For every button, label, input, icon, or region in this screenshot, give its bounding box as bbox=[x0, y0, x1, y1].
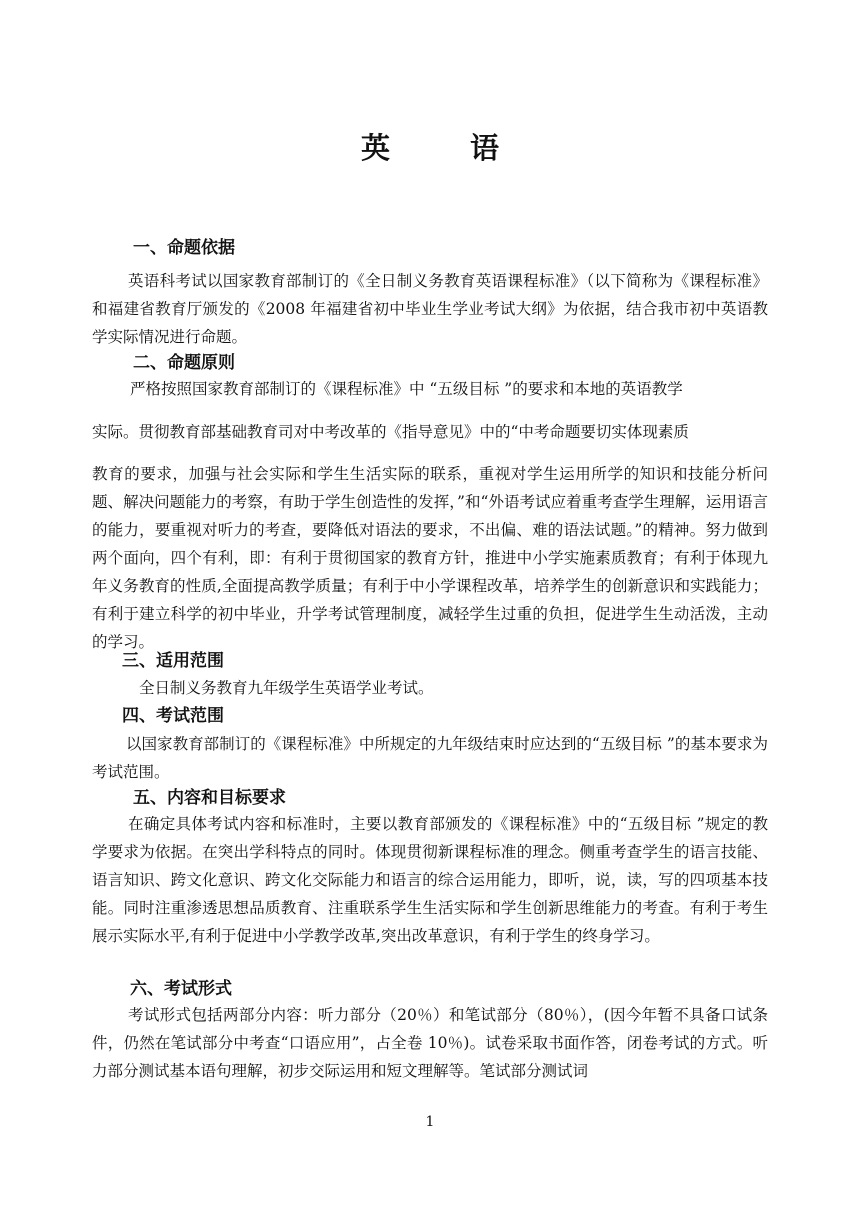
document-title bbox=[0, 126, 860, 167]
section-1-heading: 一、命题依据 bbox=[133, 238, 235, 258]
section-3-body: 全日制义务教育九年级学生英语学业考试。 bbox=[139, 679, 434, 697]
section-1-body: 英语科考试以国家教育部制订的《全日制义务教育英语课程标准》（以下简称为《课程标准》和福建省教育厅颁发的《2008 年福建省初中毕业生学业考试大纲》为依据，结合我市初中英语教学实际情况进行命题。 bbox=[92, 272, 768, 346]
page-number: 1 bbox=[425, 1114, 435, 1130]
section-2-line-2: 实际。贯彻教育部基础教育司对中考改革的《指导意见》中的“中考命题要切实体现素质 bbox=[92, 423, 689, 441]
section-5-heading: 五、内容和目标要求 bbox=[133, 788, 286, 808]
section-6-heading: 六、考试形式 bbox=[130, 979, 232, 999]
section-2-line-1: 严格按照国家教育部制订的《课程标准》中 “五级目标 ”的要求和本地的英语教学 bbox=[130, 380, 683, 398]
title-char-1: 英 bbox=[360, 131, 390, 165]
section-4-body: 以国家教育部制订的《课程标准》中所规定的九年级结束时应达到的“五级目标 ”的基本要求为考试范围。 bbox=[92, 735, 768, 781]
section-6-body: 考试形式包括两部分内容：听力部分（20％）和笔试部分（80％），(因今年暂不具备口试条件，仍然在笔试部分中考查“口语应用”，占全卷 10％)。试卷采取书面作答，闭卷考试的方式。听力部分测试基本语句理解，初步交际运用和短文理解等。笔试部分测试词 bbox=[92, 1006, 768, 1080]
section-4-heading: 四、考试范围 bbox=[122, 706, 224, 726]
section-2-heading: 二、命题原则 bbox=[133, 353, 235, 373]
section-3-heading: 三、适用范围 bbox=[122, 651, 224, 671]
section-2-body: 教育的要求，加强与社会实际和学生生活实际的联系，重视对学生运用所学的知识和技能分析问题、解决问题能力的考察，有助于学生创造性的发挥，”和“外语考试应着重考查学生理解，运用语言的能力，要重视对听力的考查，要降低对语法的要求，不出偏、难的语法试题。”的精神。努力做到两个面向，四个有利，即：有利于贯彻国家的教育方针，推进中小学实施素质教育；有利于体现九年义务教育的性质,全面提高教学质量；有利于中小学课程改革，培养学生的创新意识和实践能力；有利于建立科学的初中毕业，升学考试管理制度，减轻学生过重的负担，促进学生生动活泼，主动的学习。 bbox=[92, 465, 768, 651]
title-char-2: 语 bbox=[470, 131, 500, 165]
section-5-body: 在确定具体考试内容和标准时，主要以教育部颁发的《课程标准》中的“五级目标 ”规定的教学要求为依据。在突出学科特点的同时。体现贯彻新课程标准的理念。侧重考查学生的语言技能、语言知识、跨文化意识、跨文化交际能力和语言的综合运用能力，即听，说，读，写的四项基本技能。同时注重渗透思想品质教育、注重联系学生生活实际和学生创新思维能力的考查。有利于考生展示实际水平,有利于促进中小学教学改革,突出改革意识，有利于学生的终身学习。 bbox=[92, 815, 768, 945]
